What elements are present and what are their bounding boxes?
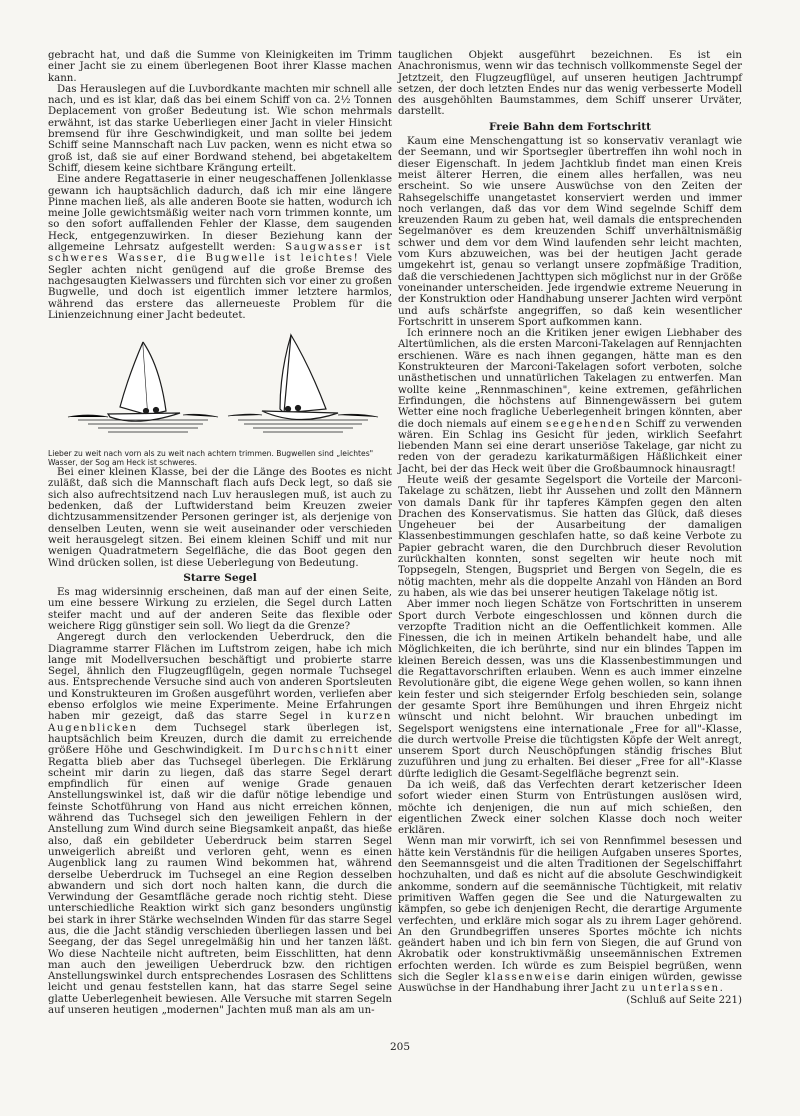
paragraph: tauglichen Objekt ausgeführt bezeichnen. Es ist ein Anachronismus, wenn wir das technisch vollkommenste Segel der Jetztzeit, den Flugzeugflügel, auf unseren heutigen Jachtrumpf setzen, der doch letzten Endes nur das wenig verbesserte Modell des ausgehöhlten Baumstammes, dem Schiff unserer Urväter, darstellt.	[398, 50, 742, 118]
text-run: Angeregt durch den verlockenden Ueberdruck, den die Diagramme starrer Flächen im Luftstrom zeigen, habe ich mich lange mit Modellversuchen beschäftigt und probierte starre Segel, ähnlich den Flugzeugflügeln, gegen normale Tuchsegel aus. Entsprechende Versuche sind auch von anderen Sportsleuten und Konstrukteuren im Großen ausgeführt worden, verliefen aber ebenso erfolglos wie meine Experimente. Meine Erfahrungen haben mir gezeigt, daß das starre Segel	[48, 632, 392, 723]
text-run: Schiff zu verwenden wären. Ein Schlag ins Gesicht für jeden, wirklich Seefahrt liebenden Mann sei eine derart unseriöse Takelage, gar nicht zu reden von der geradezu karikaturmäßigen Häßlichkeit einer Jacht, bei der das Heck weit über die Großbaumnock hinausragt!	[398, 418, 742, 475]
text-run: einer Regatta blieb aber das Tuchsegel überlegen. Die Erklärung scheint mir darin zu liegen, daß das starre Segel derart empfindlich für einen auf wenige Grade genauen Anstellungswinkel ist, daß wir die dafür nötige lebendige und feinste Schotführung von Hand aus nicht erreichen können, während das Tuchsegel sich den jeweiligen Fehlern in der Anstellung zum Wind durch seine Biegsamkeit anpaßt, das hieße also, daß ein gebildeter Ueberdruck beim starren Segel unweigerlich abreißt und verloren geht, wenn es einen Augenblick lang zu raumen Wind bekommen hat, während derselbe Ueberdruck im Tuchsegel an eine Region desselben abwandern und sich dort noch halten kann, die durch die Verwindung der Gesamtfläche gerade noch richtig steht. Diese unterschiedliche Reaktion wirkt sich ganz besonders ungünstig bei stark in ihrer Stärke wechselnden Winden für das starre Segel aus, die die Jacht ständig verschieden überliegen lassen und bei Seegang, der das Segel unregelmäßig hin und her tanzen läßt. Wo diese Nachteile nicht auftreten, beim Eisschlitten, hat denn man auch den jeweiligen Ueberdruck bzw. den richtigen Anstellungswinkel durch entsprechendes Losrasen des Schlittens leicht und genau feststellen kann, hat das starre Segel seine glatte Ueberlegenheit bewiesen. Alle Versuche mit starren Segeln auf unseren heutigen „modernen" Jachten muß man als am un-	[48, 745, 392, 1017]
paragraph: Aber immer noch liegen Schätze von Fortschritten in unserem Sport durch Verbote eingeschlossen und können durch die verzopfte Tradition nicht an die Oeffentlichkeit kommen. Alle Finessen, die ich in meinen Artikeln behandelt habe, und alle Möglichkeiten, die ich berührte, sind nur ein blindes Tappen im kleinen Bereich dessen, was uns die Klassenbestimmungen und die Regattavorschriften erlauben. Wenn es auch immer einzelne Revolutionäre gibt, die eigene Wege gehen wollen, so kann ihnen kein fester und sich steigernder Erfolg beschieden sein, solange der gesamte Sport ihre Bemühungen und ihren Ehrgeiz nicht wünscht und nicht belohnt. Wir brauchen unbedingt im Segelsport wenigstens eine internationale „Free for all"-Klasse, die durch wertvolle Preise die tüchtigsten Köpfe der Welt anregt, unserem Sport durch Neuschöpfungen ständig frisches Blut zuzuführen und jung zu erhalten. Bei dieser „Free for all"-Klasse dürfte lediglich die Gesamt-Segelfläche begrenzt sein.	[398, 599, 742, 780]
paragraph: Es mag widersinnig erscheinen, daß man auf der einen Seite, um eine bessere Wirkung zu erzielen, die Segel durch Latten steifer macht und auf der anderen Seite das flexible oder weichere Rigg günstiger sein soll. Wo liegt da die Grenze?	[48, 587, 392, 632]
paragraph: Das Herauslegen auf die Luvbordkante machten mir schnell alle nach, und es ist klar, daß das bei einem Schiff von ca. 2½ Tonnen Deplacement von großer Bedeutung ist. Wie schon mehrmals erwähnt, ist das starke Ueberliegen einer Jacht in vieler Hinsicht bremsend für ihre Geschwindigkeit, und man sollte bei jedem Schiff seine Mannschaft nach Luv packen, wenn es nicht etwa so groß ist, daß sie auf einer Bordwand stehend, bei abgetakeltem Schiff, diesem keine sichtbare Krängung erteilt.	[48, 83, 392, 174]
text-run: Wenn man mir vorwirft, ich sei von Rennfimmel besessen und hätte kein Verständnis für die heiligen Aufgaben unseres Sportes, den Seemannsgeist und die alten Traditionen der Segelschiffahrt hochzuhalten, und daß es nicht auf die absolute Geschwindigkeit ankomme, sondern auf die seemännische Tüchtigkeit, mit relativ primitiven Waffen gegen die See und die Naturgewalten zu kämpfen, so gebe ich denjenigen Recht, die derartige Argumente verfechten, und erkläre mich sogar als zu ihrem Lager gehörend. An den Grundbegriffen unseres Sportes möchte ich nichts geändert haben und ich bin fern von Siegen, die auf Grund von Akrobatik oder konstruktivmäßig unseemännischen Extremen erfochten werden. Ich würde es zum Beispiel begrüßen, wenn sich die Segler	[398, 836, 742, 984]
page-number: 205	[389, 1041, 411, 1053]
text-run: dem Tuchsegel stark überlegen ist, hauptsächlich beim Kreuzen, durch die damit zu erreichende größere Höhe und Geschwindigkeit.	[48, 722, 392, 757]
paragraph	[398, 328, 742, 475]
section-heading: Freie Bahn dem Fortschritt	[488, 120, 652, 133]
text-run: darin einigen würden, gewisse Auswüchse in der Handhabung ihrer Jacht	[398, 972, 742, 995]
emphasized-text: klassenweise	[484, 972, 572, 984]
paragraph	[48, 632, 392, 1016]
emphasized-text: seegehenden	[545, 418, 632, 430]
text-run: Ich erinnere noch an die Kritiken jener ewigen Liebhaber des Altertümlichen, als die ersten Marconi-Takelagen auf Rennjachten erschienen. Wäre es nach ihnen gegangen, hätte man es den Konstrukteuren der Marconi-Takelagen sofort verboten, solche unästhetischen und unnatürlichen Takelagen zu entwerfen. Man wollte keine „Rennmaschinen", keine extremen, gefährlichen Erfindungen, die höchstens auf Binnengewässern bei gutem Wetter eine noch fragliche Ueberlegenheit bringen könnten, aber die doch niemals auf einem	[398, 328, 742, 430]
paragraph: Kaum eine Menschengattung ist so konservativ veranlagt wie der Seemann, und wir Sportsegler übertreffen ihn wohl noch in dieser Eigenschaft. In jedem Jachtklub findet man einen Kreis meist älterer Herren, die einem alles herfallen, was neu erscheint. So wie unsere Auswüchse von den Zeiten der Rahsegelschiffe unangetastet konserviert werden und immer noch verlangen, daß das vor dem Wind segelnde Schiff dem kreuzenden Raum zu geben hat, weil damals die entsprechenden Segelmanöver es dem kreuzenden Schiff unverhältnismäßig schwer und dem vor dem Wind laufenden sehr leicht machten, vom Kurs abzuweichen, was bei der heutigen Jacht gerade umgekehrt ist, genau so verlangt unsere zopfmäßige Tradition, daß die verschiedenen Jachttypen sich möglichst nur in der Größe voneinander unterscheiden. Jede irgendwie extreme Neuerung in der Konstruktion oder Handhabung unserer Jachten wird verpönt und aufs schärfste angegriffen, so daß kein wesentlicher Fortschritt in unserem Sport aufkommen kann.	[398, 136, 742, 328]
left-column	[48, 50, 392, 1016]
paragraph: Bei einer kleinen Klasse, bei der die Länge des Bootes es nicht zuläßt, daß sich die Mannschaft flach aufs Deck legt, so daß sie sich also aufrechtsitzend nach Luv herauslegen muß, ist auch zu bedenken, daß der Luftwiderstand beim Kreuzen zweier dichtzusammensitzender Personen geringer ist, als derjenige von denselben Leuten, wenn sie weit auseinander oder verschieden weit herausgelegt sitzen. Bei einem kleinen Schiff und mit nur wenigen Quadratmetern Segelfläche, die das Boot gegen den Wind drücken sollen, ist diese Ueberlegung von Bedeutung.	[48, 467, 392, 569]
section-heading: Starre Segel	[183, 571, 257, 584]
paragraph: gebracht hat, und daß die Summe von Kleinigkeiten im Trimm einer Jacht sie zu einem überlegenen Boot ihrer Klasse machen kann.	[48, 50, 392, 84]
paragraph: Heute weiß der gesamte Segelsport die Vorteile der Marconi-Takelage zu schätzen, liebt ihr Aussehen und zollt den Männern von damals Dank für ihr tapferes Kämpfen gegen den alten Drachen des Konservatismus. Sie hatten das Glück, daß dieses Ungeheuer bei der Ausarbeitung der damaligen Klassenbestimmungen geschlafen hatte, so daß keine Verbote zu Papier gebracht waren, die den Durchbruch dieser Revolution zurückhalten konnten, sonst segelten wir heute noch mit Toppsegeln, Stengen, Bugspriet und Bergen von Segeln, die es nötig machten, mehr als die doppelte Anzahl von Händen an Bord zu haben, als wie das bei unserer heutigen Takelage nötig ist.	[398, 474, 742, 599]
emphasized-text: zu unterlassen.	[621, 983, 725, 995]
paragraph	[48, 174, 392, 321]
continuation-note: (Schluß auf Seite 221)	[626, 994, 742, 1006]
emphasized-text: Saugwasser ist schweres Wasser, die Bugwelle ist leichtes!	[48, 242, 392, 265]
figure-caption: Lieber zu weit nach vorn als zu weit nach achtern trimmen. Bugwellen sind „leichtes" Wasser, der Sog am Heck ist schweres.	[48, 449, 374, 468]
right-column	[398, 50, 742, 1006]
text-run: Viele Segler achten nicht genügend auf die große Bremse des nachgesaugten Kielwassers und fürchten sich vor einer zu großen Bugwelle, und doch ist eigentlich immer letztere harmlos, während das erstere das allerneueste Problem für die Linienzeichnung einer Jacht bedeutet.	[48, 253, 392, 321]
emphasized-text: in kurzen Augenblicken	[48, 711, 392, 734]
sailboat-illustration	[48, 327, 392, 445]
text-run: Eine andere Regattaserie in einer neugeschaffenen Jollenklasse gewann ich hauptsächlich dadurch, daß ich mir eine längere Pinne machen ließ, als alle anderen Boote sie hatten, wodurch ich meine Jolle gewichtsmäßig weiter nach vorn trimmen konnte, um so den sofort auffallenden Fehler der Klasse, dem saugenden Heck, entgegenzuwirken. In dieser Beziehung kann der allgemeine Lehrsatz aufgestellt werden:	[48, 174, 392, 254]
emphasized-text: Im Durchschnitt	[248, 745, 360, 757]
paragraph: Da ich weiß, daß das Verfechten derart ketzerischer Ideen sofort wieder einen Sturm von Entrüstungen auslösen wird, möchte ich denjenigen, die nun auf mich schießen, den eigentlichen Zweck einer solchen Klasse doch noch weiter erklären.	[398, 780, 742, 837]
paragraph	[398, 836, 742, 1006]
